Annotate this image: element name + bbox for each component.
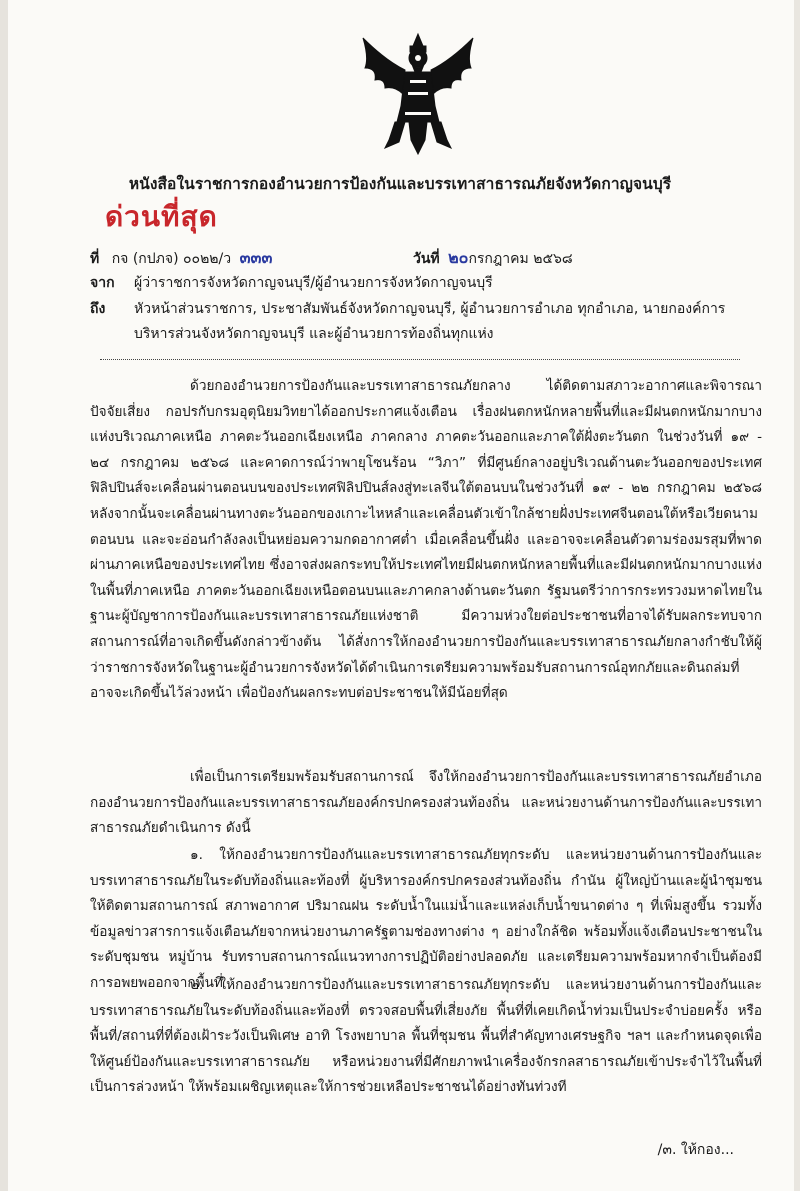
body-item-2: [90, 973, 762, 1101]
date-day: ๒๐: [448, 248, 469, 267]
to-label: ถึง: [90, 301, 106, 317]
body-paragraph-2: [90, 765, 762, 842]
reference-code: กจ (กปภจ) ๐๐๒๒/ว: [111, 251, 232, 267]
to-line-2: บริหารส่วนจังหวัดกาญจนบุรี และผู้อำนวยการท้องถิ่นทุกแห่ง: [134, 326, 494, 342]
paragraph-2-text: เพื่อเป็นการเตรียมพร้อมรับสถานการณ์ จึงให้กองอำนวยการป้องกันและบรรเทาสาธารณภัยอำเภอ กองอำนวยการป้องกันและบรรเทาสาธารณภัยองค์กรปกครองส่วนท้องถิ่น และหน่วยงานด้านการป้องกันและบรรเทาสาธารณภัยดำเนินการ ดังนี้: [90, 769, 762, 837]
item-1-text: ๑. ให้กองอำนวยการป้องกันและบรรเทาสาธารณภัยทุกระดับ และหน่วยงานด้านการป้องกันและบรรเทาสาธารณภัยในระดับท้องถิ่นและท้องที่ ผู้บริหารองค์กรปกครองส่วนท้องถิ่น กำนัน ผู้ใหญ่บ้านและผู้นำชุมชน ให้ติดตามสถานการณ์ สภาพอากาศ ปริมาณฝน ระดับน้ำในแม่น้ำและแหล่งเก็บน้ำขนาดต่าง ๆ ที่เพิ่มสูงขึ้น รวมทั้งข้อมูลข่าวสารการแจ้งเตือนภัยจากหน่วยงานภาครัฐตามช่องทางต่าง ๆ อย่างใกล้ชิด พร้อมทั้งแจ้งเตือนประชาชนในระดับชุมชน หมู่บ้าน รับทราบสถานการณ์แนวทางการปฏิบัติอย่างปลอดภัย และเตรียมความพร้อมหากจำเป็นต้องมีการอพยพออกจากพื้นที่: [90, 847, 762, 991]
garuda-emblem-icon: [355, 30, 481, 158]
body-paragraph-1: [90, 374, 762, 707]
continuation-note: /๓. ให้กอง...: [657, 1142, 734, 1158]
reference-label: ที่: [90, 251, 100, 267]
to-row: [90, 298, 726, 320]
reference-number: ๓๓๓: [239, 248, 273, 267]
from-label: จาก: [90, 275, 115, 291]
reference-row: [90, 246, 272, 271]
from-row: [90, 272, 493, 294]
divider: [100, 359, 740, 360]
item-2-text: ๒. ให้กองอำนวยการป้องกันและบรรเทาสาธารณภัยทุกระดับ และหน่วยงานด้านการป้องกันและบรรเทาสาธารณภัยในระดับท้องถิ่นและท้องที่ ตรวจสอบพื้นที่เสี่ยงภัย พื้นที่ที่เคยเกิดน้ำท่วมเป็นประจำบ่อยครั้ง หรือพื้นที่/สถานที่ที่ต้องเฝ้าระวังเป็นพิเศษ อาทิ โรงพยาบาล พื้นที่ชุมชน พื้นที่สำคัญทางเศรษฐกิจ ฯลฯ และกำหนดจุดเพื่อให้ศูนย์ป้องกันและบรรเทาสาธารณภัย หรือหน่วยงานที่มีศักยภาพนำเครื่องจักรกลสาธารณภัยเข้าประจำไว้ในพื้นที่เป็นการล่วงหน้า ให้พร้อมเผชิญเหตุและให้การช่วยเหลือประชาชนได้อย่างทันท่วงที: [90, 977, 762, 1096]
date-label: วันที่: [413, 251, 440, 267]
to-line-1: หัวหน้าส่วนราชการ, ประชาสัมพันธ์จังหวัดกาญจนบุรี, ผู้อำนวยการอำเภอ ทุกอำเภอ, นายกองค์การ: [134, 301, 726, 317]
paragraph-1-text: ด้วยกองอำนวยการป้องกันและบรรเทาสาธารณภัยกลาง ได้ติดตามสภาวะอากาศและพิจารณาปัจจัยเสี่ยง กอปรกับกรมอุตุนิยมวิทยาได้ออกประกาศแจ้งเตือน เรื่องฝนตกหนักหลายพื้นที่และมีฝนตกหนักมากบางแห่งบริเวณภาคเหนือ ภาคตะวันออกเฉียงเหนือ ภาคกลาง ภาคตะวันออกและภาคใต้ฝั่งตะวันตก ในช่วงวันที่ ๑๙ - ๒๔ กรกฎาคม ๒๕๖๘ และคาดการณ์ว่าพายุโซนร้อน “วิภา” ที่มีศูนย์กลางอยู่บริเวณด้านตะวันออกของประเทศฟิลิปปินส์จะเคลื่อนผ่านตอนบนของประเทศฟิลิปปินส์ลงสู่ทะเลจีนใต้ตอนบนในช่วงวันที่ ๑๙ - ๒๒ กรกฎาคม ๒๕๖๘ หลังจากนั้นจะเคลื่อนผ่านทางตะวันออกของเกาะไหหลำและเคลื่อนตัวเข้าใกล้ชายฝั่งประเทศจีนตอนใต้หรือเวียดนามตอนบน และจะอ่อนกำลังลงเป็นหย่อมความกดอากาศต่ำ เมื่อเคลื่อนขึ้นฝั่ง และอาจจะเคลื่อนตัวตามร่องมรสุมที่พาดผ่านภาคเหนือของประเทศไทย ซึ่งอาจส่งผลกระทบให้ประเทศไทยมีฝนตกหนักหลายพื้นที่และมีฝนตกหนักมากบางแห่งในพื้นที่ภาคเหนือ ภาคตะวันออกเฉียงเหนือตอนบนและภาคกลางด้านตะวันตก รัฐมนตรีว่าการกระทรวงมหาดไทยในฐานะผู้บัญชาการป้องกันและบรรเทาสาธารณภัยแห่งชาติ มีความห่วงใยต่อประชาชนที่อาจได้รับผลกระทบจากสถานการณ์ที่อาจเกิดขึ้นดังกล่าวข้างต้น ได้สั่งการให้กองอำนวยการป้องกันและบรรเทาสาธารณภัยกลางกำชับให้ผู้ว่าราชการจังหวัดในฐานะผู้อำนวยการจังหวัดได้ดำเนินการเตรียมความพร้อมรับสถานการณ์อุทกภัยและดินถล่มที่อาจจะเกิดขึ้นไว้ล่วงหน้า เพื่อป้องกันผลกระทบต่อประชาชนให้มีน้อยที่สุด: [90, 378, 762, 702]
date-month-year: กรกฎาคม ๒๕๖๘: [468, 251, 573, 267]
urgency-stamp: ด่วนที่สุด: [105, 200, 218, 233]
date-row: [413, 246, 573, 271]
document-title: หนังสือในราชการกองอำนวยการป้องกันและบรรเทาสาธารณภัยจังหวัดกาญจนบุรี: [128, 175, 672, 193]
from-text: ผู้ว่าราชการจังหวัดกาญจนบุรี/ผู้อำนวยการจังหวัดกาญจนบุรี: [134, 275, 493, 291]
